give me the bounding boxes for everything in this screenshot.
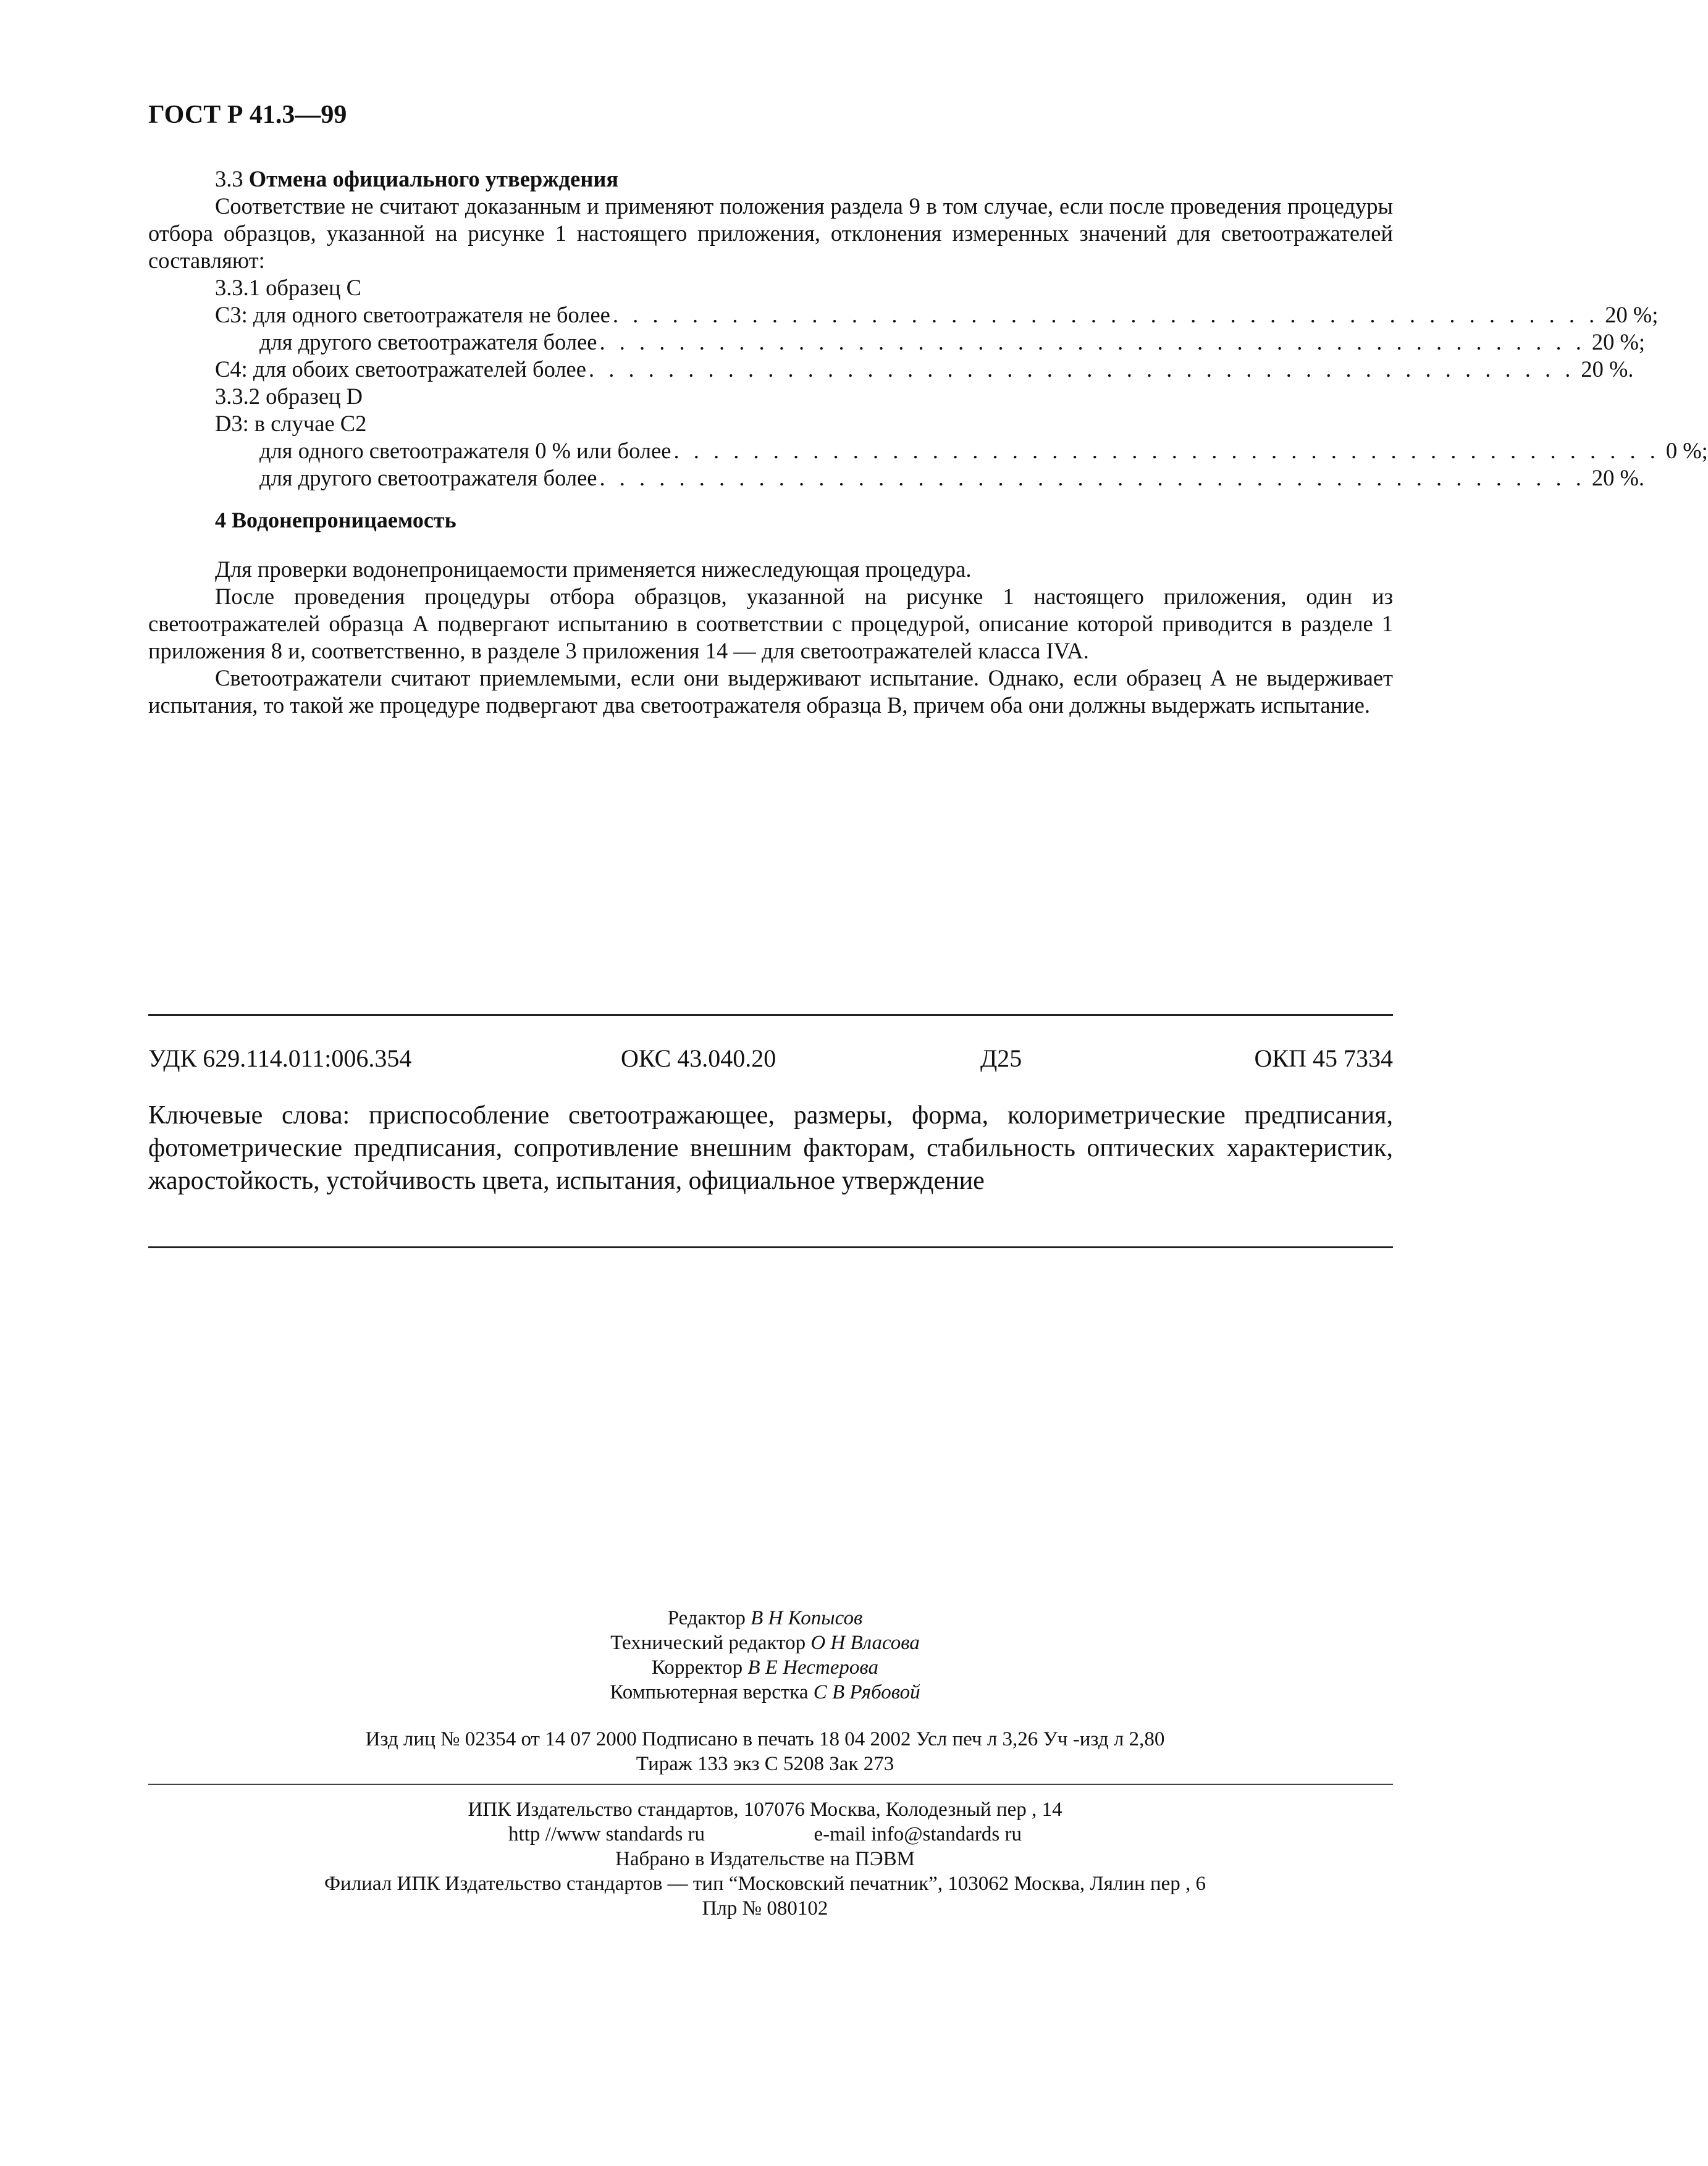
section-3-3-paragraph: Соответствие не считают доказанным и применяют положения раздела 9 в том случае, если после проведения процедуры отбора образцов, указанной на рисунке 1 настоящего приложения, отклонения измеренных значений для светоотражателей составляют: [148,193,1393,273]
imprint-block [0,1727,1530,1776]
document-code-header: ГОСТ Р 41.3—99 [148,101,347,129]
criteria-row-d3-other [148,464,1645,492]
credit-editor: Редактор В Н Копысов [667,1607,863,1629]
imprint-line-1: Изд лиц № 02354 от 14 07 2000 Подписано в печать 18 04 2002 Усл печ л 3,26 Уч -изд л 2,80 [365,1728,1165,1750]
publisher-line-1: ИПК Издательство стандартов, 107076 Москва, Колодезный пер , 14 [468,1799,1062,1821]
section-number: 3.3 [215,166,243,191]
divider-top [148,1014,1393,1016]
criteria-row-c3 [148,301,1659,329]
criteria-row-c3-other [148,329,1646,356]
keywords-paragraph: Ключевые слова: приспособление светоотражающее, размеры, форма, колориметрические предписания, фотометрические предписания, сопротивление внешним факторам, стабильность оптических характеристик, жаростойкость, устойчивость цвета, испытания, официальное утверждение [148,1101,1393,1195]
dot-leader: . . . . . . . . . . . . . . . . . . . . . . . . . . . . . . . . . . . . . . . . . . . . . . . . . . [673,438,1660,463]
dot-leader: . . . . . . . . . . . . . . . . . . . . . . . . . . . . . . . . . . . . . . . . . . . . . . . . . . [599,329,1586,355]
criteria-label: для другого светоотражателя более [259,329,597,355]
d-code: Д25 [980,1044,1022,1072]
dot-leader: . . . . . . . . . . . . . . . . . . . . . . . . . . . . . . . . . . . . . . . . . . . . . . . . . . [588,356,1575,382]
subsection-3-3-1: 3.3.1 образец С [215,275,362,300]
credit-corrector: Корректор В Е Нестерова [652,1656,878,1679]
dot-leader: . . . . . . . . . . . . . . . . . . . . . . . . . . . . . . . . . . . . . . . . . . . . . . . . . . [612,302,1599,327]
publisher-line-3: Набрано в Издательстве на ПЭВМ [615,1848,915,1870]
publisher-website: http //www standards ru [508,1823,705,1845]
okp-code: ОКП 45 7334 [1254,1044,1393,1072]
section-4-heading: 4 Водонепроницаемость [215,508,456,532]
criteria-value: 20 %; [1591,329,1646,355]
publisher-line-2 [0,1822,1530,1847]
criteria-value: 0 %; [1665,438,1708,463]
criteria-d3-label: D3: в случае С2 [215,411,367,436]
criteria-value: 20 %; [1605,302,1659,327]
criteria-label: С4: для обоих светоотражателей более [215,356,586,382]
section-4-paragraph-3: Светоотражатели считают приемлемыми, если они выдерживают испытание. Однако, если образец А не выдерживает испытания, то такой же процедуре подвергают два светоотражателя образца В, причем оба они должны выдержать испытание. [148,665,1393,718]
divider-thin [148,1784,1393,1785]
section-3-3-heading [148,166,1393,193]
section-title: Отмена официального утверждения [248,166,619,191]
publisher-email: e-mail info@standards ru [814,1823,1022,1845]
publisher-line-4: Филиал ИПК Издательство стандартов — тип “Московский печатник”, 103062 Москва, Лялин пер , 6 [324,1873,1206,1895]
criteria-label: для одного светоотражателя 0 % или более [259,438,671,463]
credits-block [0,1606,1530,1705]
subsection-3-3-2: 3.3.2 образец D [215,384,363,409]
divider-bottom [148,1246,1393,1248]
section-4-paragraph-1: Для проверки водонепроницаемости применяется нижеследующая процедура. [215,556,972,582]
criteria-value: 20 %. [1581,356,1634,382]
publisher-line-5: Плр № 080102 [702,1897,828,1920]
credit-layout: Компьютерная верстка С В Рябовой [610,1681,920,1703]
publisher-block [0,1797,1530,1921]
section-3-3 [148,166,1708,492]
criteria-value: 20 %. [1591,465,1645,490]
criteria-row-d3-one [148,437,1708,464]
criteria-label: С3: для одного светоотражателя не более [215,302,610,327]
criteria-label: для другого светоотражателя более [259,465,597,490]
section-4-paragraph-2: После проведения процедуры отбора образцов, указанной на рисунке 1 настоящего приложения, один из светоотражателей образца А подвергают испытанию в соответствии с процедурой, описание которой приводится в разделе 1 приложения 8 и, соответственно, в разделе 3 приложения 14 — для светоотражателей класса IVA. [148,584,1393,663]
credit-tech-editor: Технический редактор О Н Власова [610,1632,920,1654]
section-4 [148,506,1393,719]
criteria-row-c4 [148,356,1634,383]
udk-code: УДК 629.114.011:006.354 [148,1044,412,1072]
dot-leader: . . . . . . . . . . . . . . . . . . . . . . . . . . . . . . . . . . . . . . . . . . . . . . . . . . [599,465,1586,490]
imprint-line-2: Тираж 133 экз С 5208 Зак 273 [636,1753,894,1775]
oks-code: ОКС 43.040.20 [621,1044,776,1072]
